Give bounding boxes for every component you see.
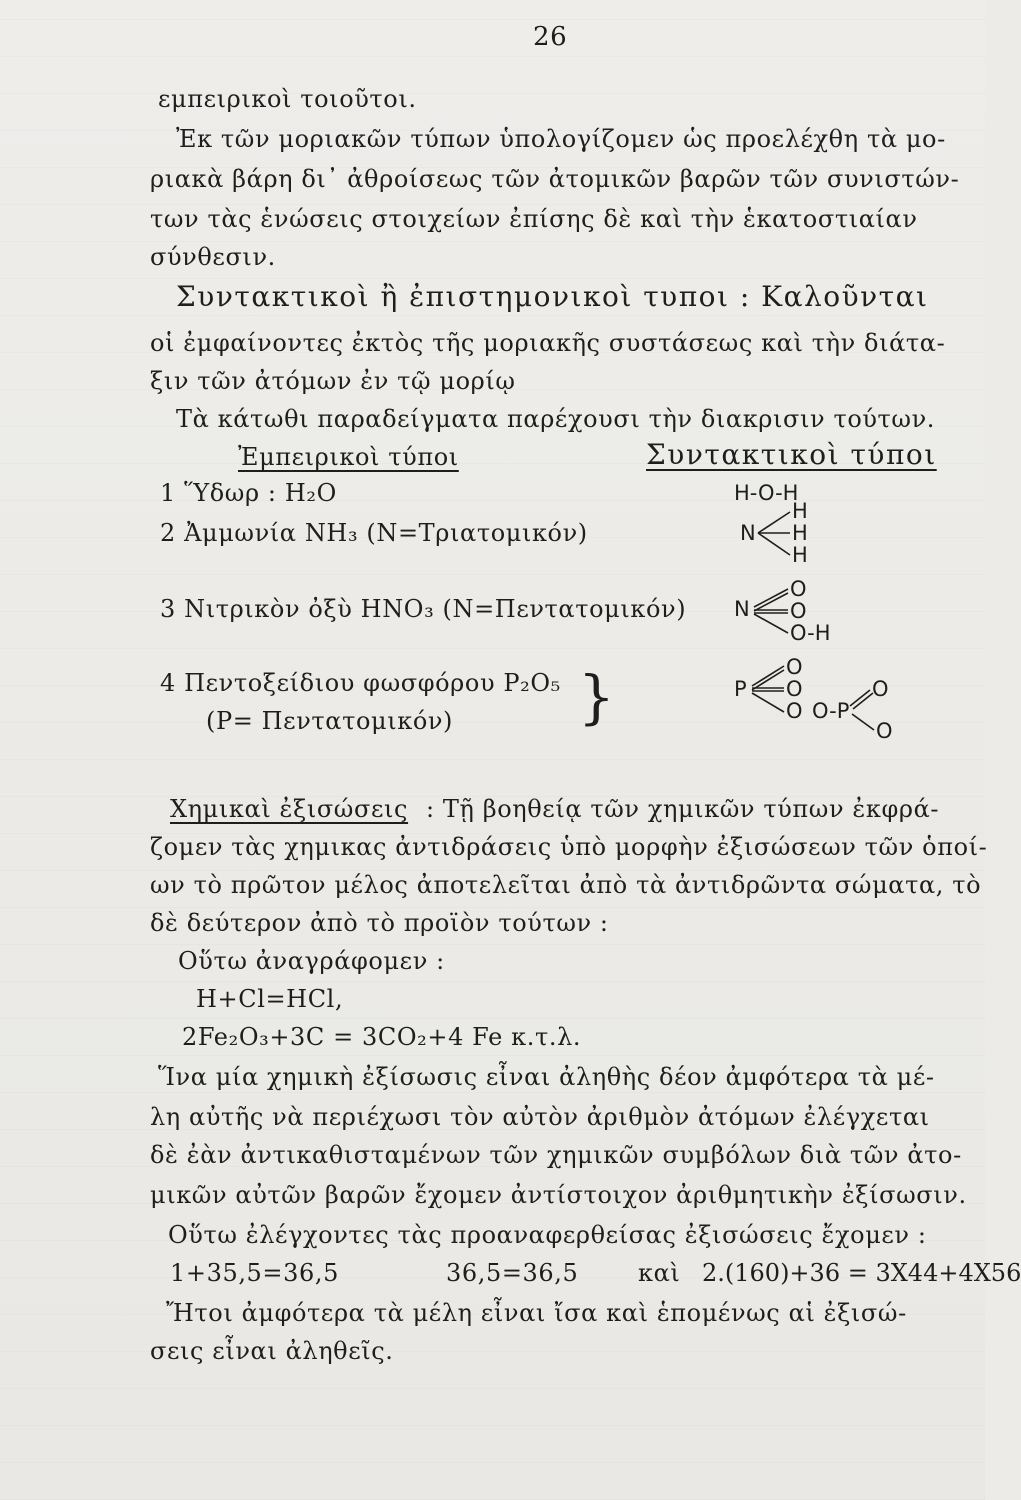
- table-row-left: 3 Νιτρικὸν ὀξὺ HNO₃ (N=Πεντατομικόν): [160, 595, 687, 623]
- text-line: οἱ ἐμφαίνοντες ἐκτὸς τῆς μοριακῆς συστάσεως καὶ τὴν διάτα-: [150, 329, 946, 357]
- bond: [752, 693, 784, 712]
- formula-p-o2: O: [786, 677, 803, 701]
- table-header-structural: Συντακτικοὶ τύποι: [646, 438, 937, 471]
- bond: [754, 593, 788, 611]
- bond: [754, 589, 788, 607]
- formula-ammonia-h2: H: [792, 521, 808, 545]
- formula-nitric-o2: O: [790, 599, 807, 623]
- table-row-left: (P= Πεντατομικόν): [206, 707, 454, 735]
- table-row-left: 4 Πεντοξείδιου φωσφόρου P₂O₅: [160, 669, 561, 697]
- check-equation: 2.(160)+36 = 3X44+4X56: [702, 1259, 1021, 1287]
- bond: [758, 512, 790, 533]
- text-line: Οὕτω ἀναγράφομεν :: [178, 947, 445, 975]
- text-line: ριακὰ βάρη δι᾽ ἀθροίσεως τῶν ἀτομικῶν βαρῶν τῶν συνιστών-: [150, 165, 960, 193]
- text-line: Τὰ κάτωθι παραδείγματα παρέχουσι τὴν διακρισιν τούτων.: [176, 405, 936, 433]
- text-line: δὲ δεύτερον ἀπὸ τὸ προϊὸν τούτων :: [150, 909, 609, 937]
- table-header-empirical: Ἐμπειρικοὶ τύποι: [238, 443, 459, 471]
- formula-nitric-o1: O: [790, 577, 807, 601]
- equation-line: 2Fe₂O₃+3C = 3CO₂+4 Fe κ.τ.λ.: [182, 1023, 582, 1051]
- text-line: ζομεν τὰς χημικας ἀντιδράσεις ὑπὸ μορφὴν ἐξισώσεων τῶν ὁποί-: [150, 833, 988, 861]
- formula-ammonia-h3: H: [792, 543, 808, 567]
- check-equation: 36,5=36,5: [446, 1259, 579, 1287]
- text-line: ων τὸ πρῶτον μέλος ἀποτελεῖται ἀπὸ τὰ ἀντιδρῶντα σώματα, τὸ: [150, 871, 982, 899]
- text-line: σεις εἶναι ἀληθεῖς.: [150, 1337, 394, 1365]
- bond: [752, 670, 784, 690]
- formula-nitric-oh: O-H: [790, 621, 831, 645]
- section-heading-equations: Χημικαὶ ἐξισώσεις: [170, 795, 409, 823]
- text-line: Ἵνα μία χημικὴ ἐξίσωσις εἶναι ἀληθὴς δέον ἀμφότερα τὰ μέ-: [158, 1063, 935, 1091]
- formula-p-o1: O: [786, 655, 803, 679]
- text-line: λη αὐτῆς νὰ περιέχωσι τὸν αὐτὸν ἀριθμὸν ἀτόμων ἐλέγχεται: [150, 1103, 930, 1131]
- equation-line: H+Cl=HCl,: [196, 985, 344, 1013]
- formula-nitric-n: N: [734, 597, 750, 621]
- formula-p-atom: P: [734, 677, 747, 701]
- table-row-left: 1 Ὕδωρ : H₂O: [160, 479, 337, 507]
- formula-p-o4: O: [872, 677, 889, 701]
- text-line: Ἤτοι ἀμφότερα τὰ μέλη εἶναι ἴσα καὶ ἑπομένως αἱ ἐξισώ-: [166, 1299, 907, 1327]
- text-line: των τὰς ἑνώσεις στοιχείων ἐπίσης δὲ καὶ τὴν ἑκατοστιαίαν: [150, 205, 918, 233]
- bond: [852, 714, 874, 730]
- text-line: : Τῇ βοηθείᾳ τῶν χημικῶν τύπων ἐκφρά-: [426, 795, 940, 823]
- check-equation: 1+35,5=36,5: [170, 1259, 339, 1287]
- heading-structural-formulas: Συντακτικοὶ ἢ ἐπιστημονικοὶ τυποι : Καλοῦνται: [176, 280, 929, 313]
- formula-ammonia-n: N: [740, 521, 756, 545]
- text-line: δὲ ἐὰν ἀντικαθισταμένων τῶν χημικῶν συμβόλων διὰ τῶν ἀτο-: [150, 1141, 962, 1169]
- table-row-left: 2 Ἀμμωνία NH₃ (N=Τριατομικόν): [160, 519, 588, 547]
- bond: [752, 666, 784, 686]
- formula-p-o5: O: [876, 719, 893, 743]
- text-line: μικῶν αὐτῶν βαρῶν ἔχομεν ἀντίστοιχον ἀριθμητικὴν ἐξίσωσιν.: [150, 1181, 967, 1209]
- text-line: εμπειρικοὶ τοιοῦτοι.: [158, 85, 417, 113]
- formula-water: H-O-H: [734, 481, 799, 505]
- brace-mark: }: [578, 663, 615, 731]
- check-conjunction: καὶ: [638, 1259, 681, 1287]
- text-line: σύνθεσιν.: [150, 243, 276, 271]
- page-number: 26: [533, 22, 568, 52]
- text-line: Ἐκ τῶν μοριακῶν τύπων ὑπολογίζομεν ὡς προελέχθη τὰ μο-: [176, 125, 946, 153]
- formula-p-op: O-P: [812, 699, 850, 723]
- text-line: ξιν τῶν ἀτόμων ἐν τῷ μορίῳ: [150, 367, 516, 395]
- text-line: Οὕτω ἐλέγχοντες τὰς προαναφερθείσας ἐξισώσεις ἔχομεν :: [168, 1221, 927, 1249]
- bond: [754, 614, 788, 633]
- bond: [758, 533, 790, 555]
- formula-p-o3: O: [786, 699, 803, 723]
- formula-ammonia-h1: H: [792, 499, 808, 523]
